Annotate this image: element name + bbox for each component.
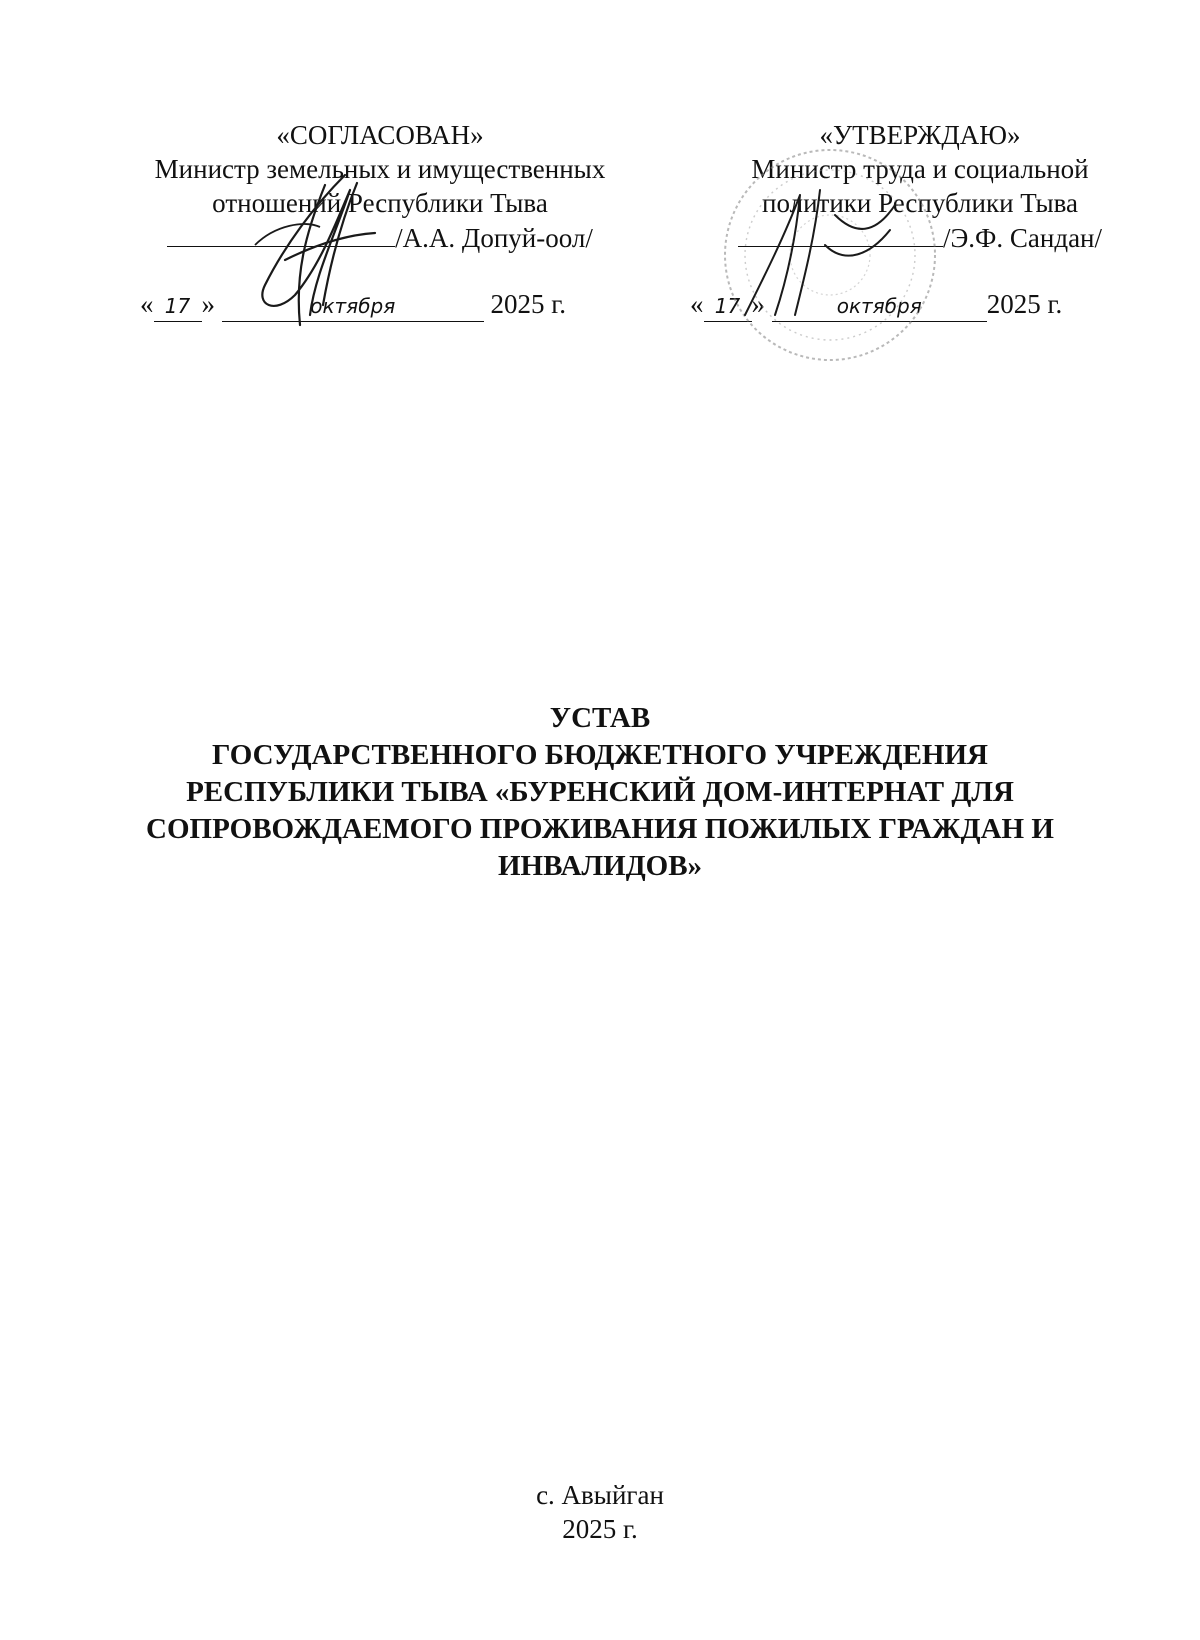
agreed-date-row	[130, 287, 630, 322]
agreed-date-close-quote: »	[201, 289, 215, 319]
approved-date-close-quote: »	[751, 289, 765, 319]
approved-signature-row	[690, 220, 1150, 255]
approved-date-month: октября	[772, 293, 987, 322]
approved-date-row	[690, 287, 1150, 322]
approved-date-year: 2025 г.	[986, 289, 1063, 319]
approved-date-open-quote: «	[690, 289, 704, 319]
title-line-1: УСТАВ	[549, 702, 651, 734]
approved-position-line2: политики Республики Тыва	[762, 188, 1078, 218]
title-line-4: СОПРОВОЖДАЕМОГО ПРОЖИВАНИЯ ПОЖИЛЫХ ГРАЖДАН И	[146, 813, 1054, 845]
approved-heading: «УТВЕРЖДАЮ»	[819, 120, 1021, 150]
agreed-date-day: 17	[154, 293, 202, 322]
agreed-position-line1: Министр земельных и имущественных	[154, 154, 606, 184]
agreed-position-line2: отношений Республики Тыва	[212, 188, 548, 218]
approved-date-day: 17	[704, 293, 752, 322]
title-line-5: ИНВАЛИДОВ»	[497, 850, 703, 882]
agreed-signature-row	[130, 220, 630, 255]
agreed-signer-name: /А.А. Допуй-оол/	[395, 223, 593, 253]
approved-signer-name: /Э.Ф. Сандан/	[942, 223, 1103, 253]
approved-signature-line	[738, 220, 943, 247]
approval-block-agreed	[130, 118, 630, 322]
agreed-date-month: октября	[222, 293, 484, 322]
title-line-3: РЕСПУБЛИКИ ТЫВА «БУРЕНСКИЙ ДОМ-ИНТЕРНАТ ДЛЯ	[186, 776, 1014, 808]
agreed-signature-line	[167, 220, 395, 247]
document-title	[80, 700, 1120, 885]
approval-block-approved	[690, 118, 1150, 322]
agreed-date-open-quote: «	[140, 289, 154, 319]
title-line-2: ГОСУДАРСТВЕННОГО БЮДЖЕТНОГО УЧРЕЖДЕНИЯ	[212, 739, 988, 771]
approved-position-line1: Министр труда и социальной	[751, 154, 1089, 184]
agreed-date-year: 2025 г.	[490, 289, 567, 319]
footer-place: с. Авыйган	[536, 1480, 664, 1510]
document-footer	[450, 1478, 750, 1546]
footer-year: 2025 г.	[562, 1514, 638, 1544]
agreed-heading: «СОГЛАСОВАН»	[276, 120, 484, 150]
